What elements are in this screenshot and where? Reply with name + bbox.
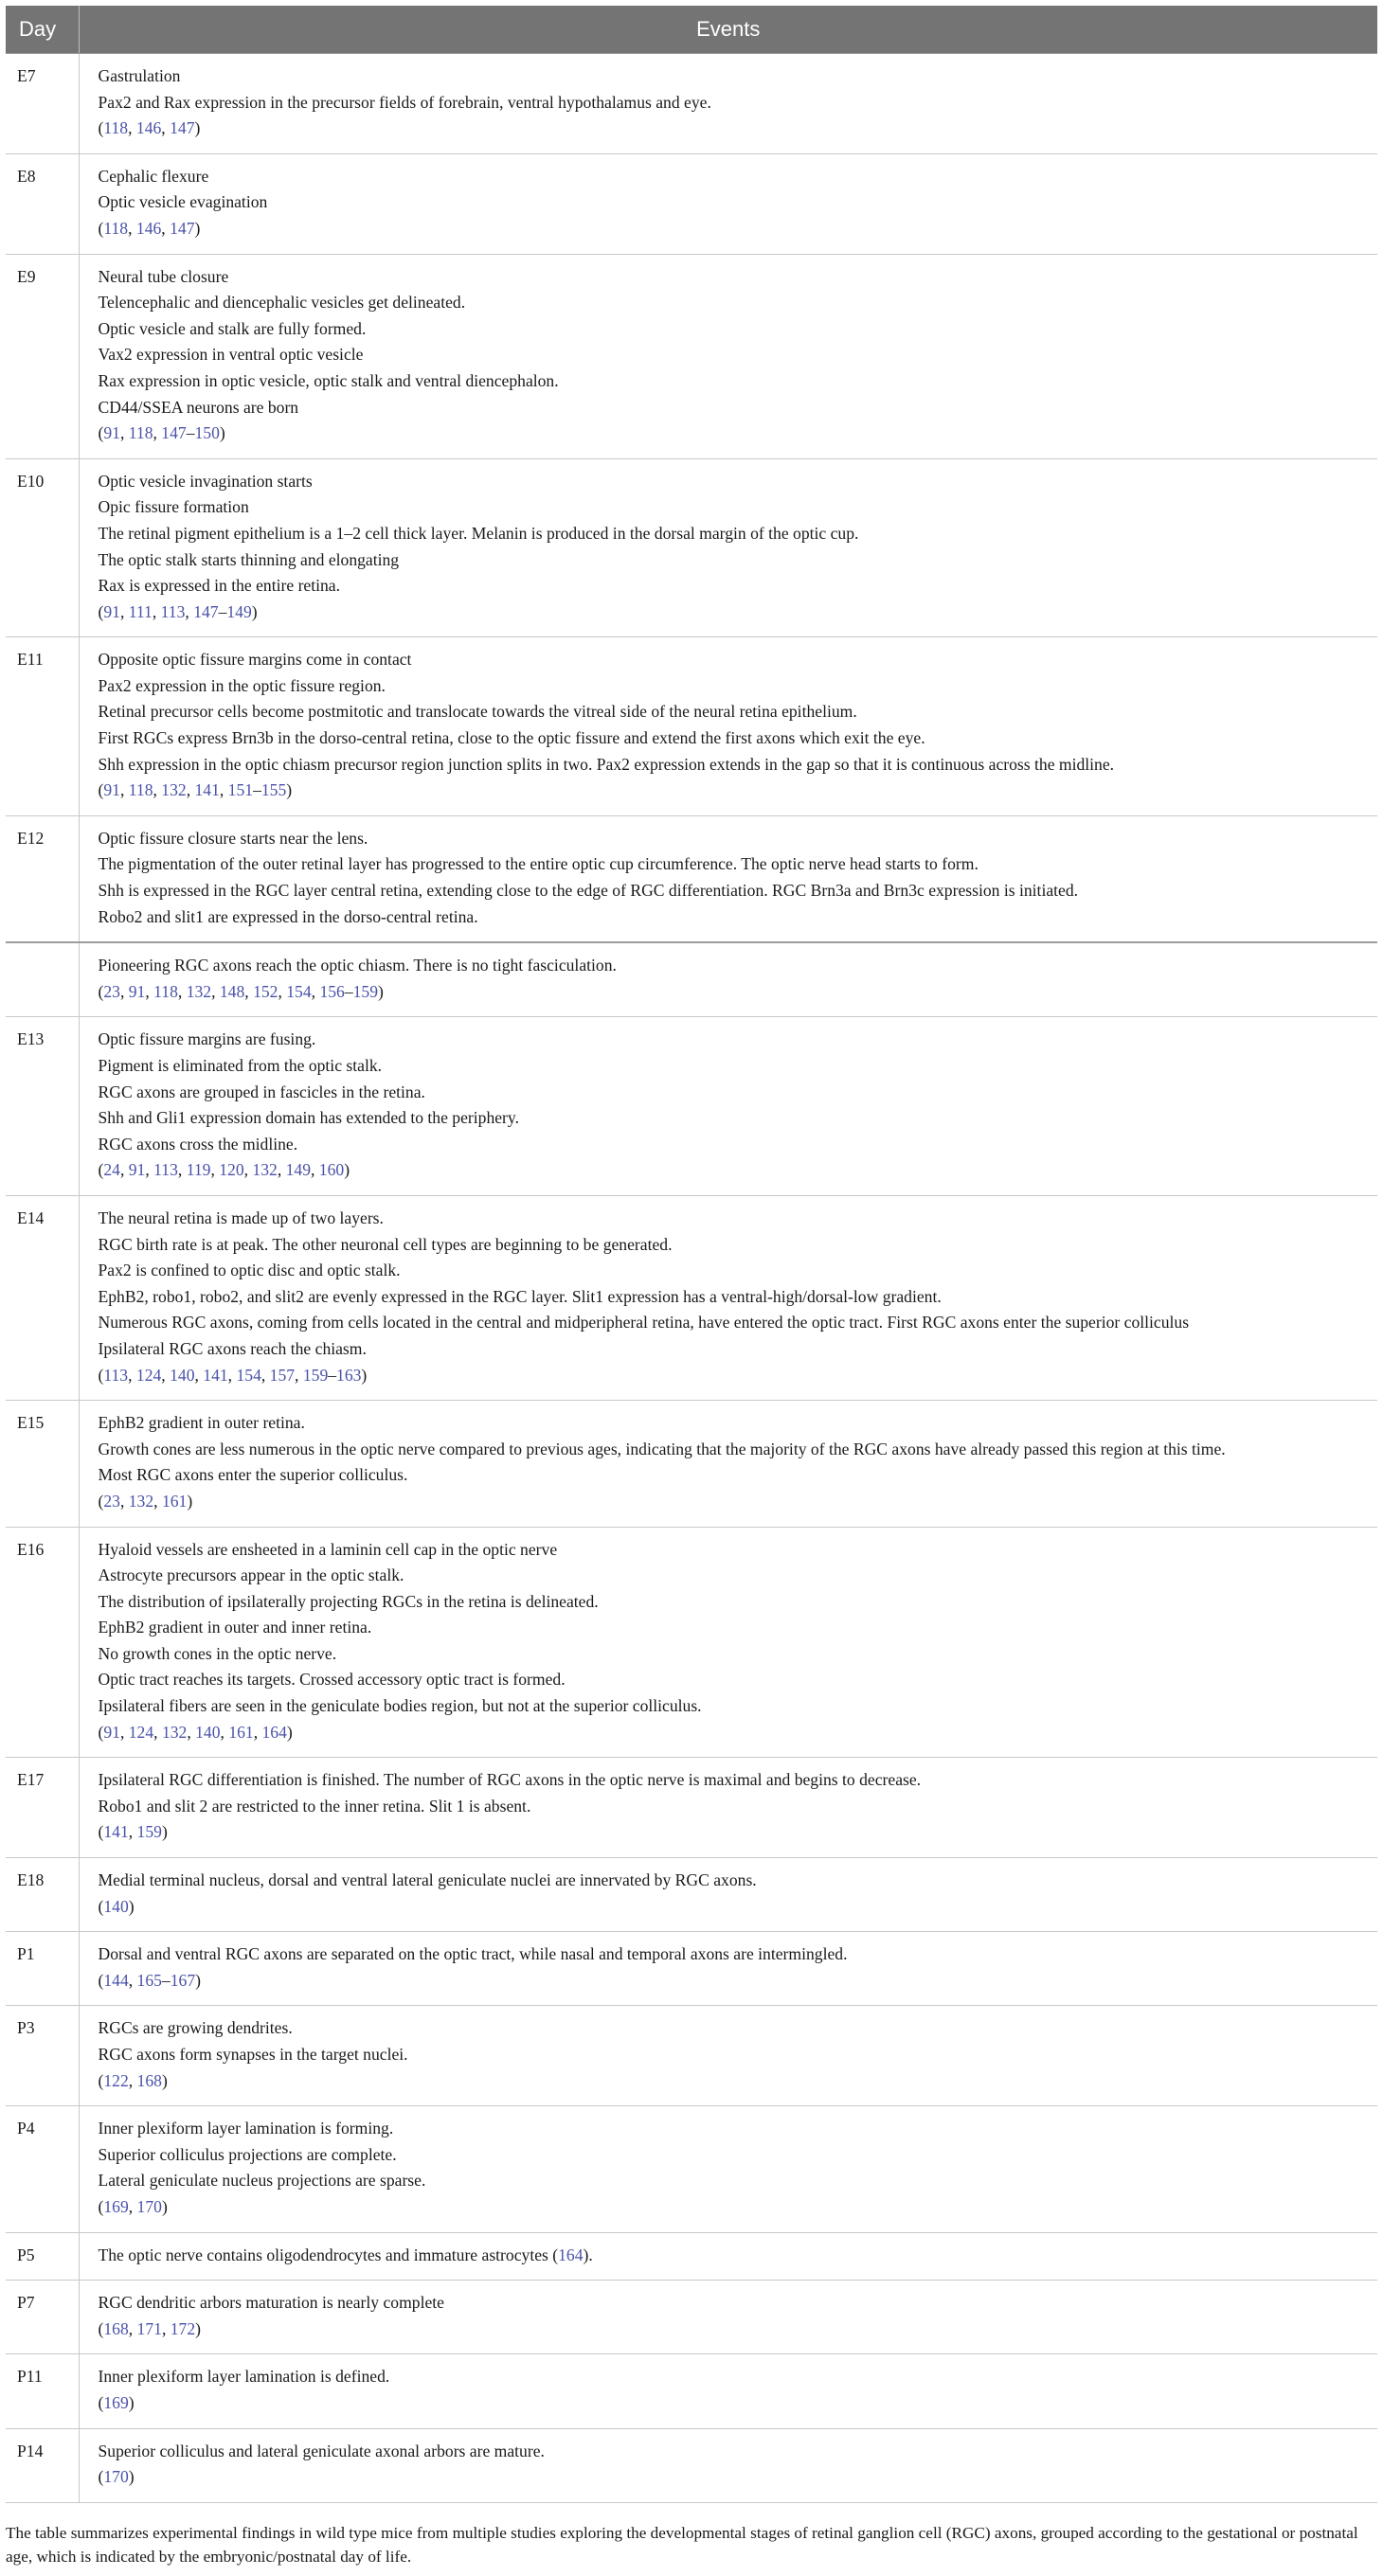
reference-link[interactable]: 150 (194, 423, 220, 443)
reference-link[interactable]: 156 (319, 981, 345, 1001)
table-row (6, 254, 1377, 458)
reference-link[interactable]: 132 (161, 780, 187, 800)
event-line: Astrocyte precursors appear in the optic stalk. (98, 1565, 404, 1585)
column-header-events: Events (79, 6, 1377, 54)
event-line: Optic tract reaches its targets. Crossed accessory optic tract is formed. (98, 1670, 566, 1690)
events-cell (79, 637, 1377, 816)
event-line: RGC axons form synapses in the target nuclei. (98, 2045, 408, 2064)
reference-separator: , (145, 1160, 154, 1180)
reference-separator: , (128, 2196, 137, 2216)
event-line: Telencephalic and diencephalic vesicles get delineated. (98, 293, 466, 313)
event-line: Optic fissure margins are fusing. (98, 1029, 316, 1049)
table-row (6, 1401, 1377, 1527)
table-caption: The table summarizes experimental findings in wild type mice from multiple studies exploring the developmental stages of retinal ganglion cell (RGC) axons, grouped according to the gestational or postnatal age, which is indicated by the embryonic/postnatal day of life. (6, 2524, 1358, 2566)
reference-separator: , (153, 1491, 162, 1511)
reference-separator: , (219, 780, 228, 800)
reference-separator: , (210, 1160, 220, 1180)
reference-separator: , (119, 1722, 129, 1742)
event-line: Numerous RGC axons, coming from cells located in the central and midperipheral retina, have entered the optic tract. First RGC axons enter the superior colliculus (98, 1313, 1190, 1333)
reference-separator: , (187, 1722, 196, 1742)
reference-separator: , (128, 1365, 136, 1385)
events-cell (79, 54, 1377, 154)
events-cell (79, 2281, 1377, 2354)
day-cell: E12 (6, 815, 79, 942)
day-cell: E18 (6, 1858, 79, 1932)
reference-link[interactable]: 167 (170, 1970, 196, 1990)
table-body (6, 54, 1377, 2503)
reference-separator: , (161, 218, 171, 238)
events-cell (79, 458, 1377, 637)
reference-link[interactable]: 157 (269, 1365, 296, 1385)
reference-link[interactable]: 91 (103, 780, 120, 800)
events-cell (79, 1195, 1377, 1400)
day-cell: P5 (6, 2232, 79, 2281)
reference-separator: , (128, 2070, 137, 2090)
event-line: Vax2 expression in ventral optic vesicle (98, 345, 364, 365)
reference-link[interactable]: 170 (136, 2196, 162, 2216)
event-line: Superior colliculus and lateral geniculate axonal arbors are mature. (98, 2441, 545, 2460)
event-line: Dorsal and ventral RGC axons are separated on the optic tract, while nasal and temporal axons are intermingled. (98, 1944, 848, 1964)
reference-separator: , (119, 1160, 129, 1180)
event-line: Shh and Gli1 expression domain has extended to the periphery. (98, 1108, 519, 1128)
event-line: Ipsilateral fibers are seen in the geniculate bodies region, but not at the superior colliculus. (98, 1696, 702, 1716)
reference-link[interactable]: 118 (153, 981, 178, 1001)
reference-list: (170) (98, 2467, 135, 2487)
reference-link[interactable]: 118 (103, 218, 129, 238)
day-cell: P11 (6, 2354, 79, 2428)
reference-link[interactable]: 24 (103, 1160, 120, 1180)
event-line: Robo2 and slit1 are expressed in the dorso-central retina. (98, 906, 478, 926)
reference-separator: , (194, 1365, 204, 1385)
day-cell: P4 (6, 2106, 79, 2232)
reference-separator: – (344, 981, 353, 1001)
event-line: RGC dendritic arbors maturation is nearly complete (98, 2293, 444, 2313)
event-line: The neural retina is made up of two layers. (98, 1208, 384, 1227)
reference-list: (169) (98, 2392, 135, 2412)
reference-separator: , (311, 981, 320, 1001)
reference-list: (144, 165–167) (98, 1970, 201, 1990)
reference-link[interactable]: 151 (227, 780, 254, 800)
reference-link[interactable]: 154 (286, 981, 312, 1001)
reference-list: (113, 124, 140, 141, 154, 157, 159–163) (98, 1365, 368, 1385)
reference-link[interactable]: 122 (103, 2070, 129, 2090)
event-line: Growth cones are less numerous in the optic nerve compared to previous ages, indicating that the majority of the RGC axons have already passed this region at this time. (98, 1439, 1226, 1458)
reference-separator: , (128, 218, 136, 238)
table-row (6, 458, 1377, 637)
reference-link[interactable]: 91 (128, 1160, 146, 1180)
reference-separator: , (186, 780, 195, 800)
day-cell: E14 (6, 1195, 79, 1400)
reference-link[interactable]: 132 (161, 1722, 188, 1742)
reference-link[interactable]: 91 (103, 601, 120, 621)
event-line: Robo1 and slit 2 are restricted to the inner retina. Slit 1 is absent. (98, 1796, 531, 1816)
table-row (6, 1758, 1377, 1858)
reference-separator: , (119, 423, 129, 443)
reference-separator: , (243, 1160, 253, 1180)
reference-link[interactable]: 147 (170, 218, 195, 238)
events-cell (79, 1017, 1377, 1196)
table-row (6, 2006, 1377, 2106)
reference-separator: , (119, 780, 129, 800)
event-line: First RGCs express Brn3b in the dorso-central retina, close to the optic fissure and extend the first axons which exit the eye. (98, 728, 925, 748)
event-line: The distribution of ipsilaterally projecting RGCs in the retina is delineated. (98, 1591, 599, 1611)
reference-link[interactable]: 161 (228, 1722, 254, 1742)
reference-link[interactable]: 113 (103, 1365, 129, 1385)
events-cell (79, 2006, 1377, 2106)
reference-separator: , (153, 423, 162, 443)
event-line: Optic vesicle and stalk are fully formed. (98, 318, 367, 338)
reference-link[interactable]: 132 (252, 1160, 278, 1180)
event-line: EphB2 gradient in outer and inner retina. (98, 1618, 372, 1637)
table-row (6, 1195, 1377, 1400)
event-line: Gastrulation (98, 66, 181, 85)
reference-list: (140) (98, 1896, 135, 1916)
reference-separator: – (253, 780, 261, 800)
reference-list: (23, 91, 118, 132, 148, 152, 154, 156–159) (98, 981, 384, 1001)
event-line: Hyaloid vessels are ensheeted in a laminin cell cap in the optic nerve (98, 1539, 558, 1559)
event-line: Optic fissure closure starts near the lens. (98, 828, 368, 848)
reference-separator: , (177, 1160, 187, 1180)
events-table (6, 6, 1377, 2503)
event-line: Inner plexiform layer lamination is forming. (98, 2119, 394, 2138)
table-row (6, 1017, 1377, 1196)
events-cell (79, 1932, 1377, 2006)
reference-link[interactable]: 164 (261, 1722, 287, 1742)
reference-list: (141, 159) (98, 1822, 168, 1842)
table-row (6, 1932, 1377, 2006)
reference-link[interactable]: 140 (195, 1722, 221, 1742)
event-line: RGC axons are grouped in fascicles in the retina. (98, 1082, 425, 1101)
reference-link[interactable]: 147 (193, 601, 219, 621)
reference-link[interactable]: 163 (336, 1365, 362, 1385)
reference-separator: , (153, 1722, 162, 1742)
reference-link[interactable]: 147 (161, 423, 187, 443)
reference-link[interactable]: 169 (103, 2196, 129, 2216)
table-row (6, 2428, 1377, 2502)
event-line: Opposite optic fissure margins come in contact (98, 650, 412, 670)
event-line: Cephalic flexure (98, 166, 209, 186)
reference-separator: , (152, 601, 161, 621)
events-cell (79, 942, 1377, 1017)
event-line: Inner plexiform layer lamination is defined. (98, 2367, 390, 2387)
reference-link[interactable]: 146 (135, 118, 162, 138)
reference-link[interactable]: 149 (285, 1160, 311, 1180)
reference-separator: – (218, 601, 227, 621)
day-cell: P14 (6, 2428, 79, 2502)
table-row (6, 637, 1377, 816)
reference-separator: , (260, 1365, 270, 1385)
events-cell (79, 2354, 1377, 2428)
reference-link[interactable]: 141 (103, 1822, 129, 1842)
reference-separator: , (161, 118, 171, 138)
table-row (6, 2354, 1377, 2428)
reference-link[interactable]: 141 (203, 1365, 228, 1385)
event-line: Most RGC axons enter the superior colliculus. (98, 1465, 408, 1485)
reference-link[interactable]: 168 (103, 2318, 129, 2338)
reference-link[interactable]: 171 (136, 2318, 162, 2338)
reference-separator: , (145, 981, 154, 1001)
table-row (6, 153, 1377, 254)
reference-separator: , (253, 1722, 262, 1742)
reference-separator: , (311, 1160, 319, 1180)
event-line (99, 2243, 1356, 2269)
reference-link[interactable]: 152 (253, 981, 278, 1001)
reference-link[interactable]: 91 (103, 1722, 120, 1742)
reference-link[interactable]: 113 (160, 601, 186, 621)
reference-link[interactable]: 160 (318, 1160, 345, 1180)
reference-link[interactable]: 113 (153, 1160, 178, 1180)
reference-link[interactable]: 144 (103, 1970, 129, 1990)
reference-link[interactable]: 159 (136, 1822, 162, 1842)
reference-list: (91, 118, 132, 141, 151–155) (98, 780, 293, 800)
day-cell: E13 (6, 1017, 79, 1196)
reference-link[interactable]: 91 (128, 981, 146, 1001)
reference-separator: , (244, 981, 254, 1001)
reference-separator: , (119, 1491, 129, 1511)
event-text: The optic nerve contains oligodendrocytes and immature astrocytes ( (98, 2245, 559, 2264)
reference-separator: , (220, 1722, 229, 1742)
events-cell (79, 1401, 1377, 1527)
reference-link[interactable]: 23 (103, 1491, 120, 1511)
reference-separator: , (153, 780, 162, 800)
reference-list: (169, 170) (98, 2196, 168, 2216)
reference-link[interactable]: 132 (186, 981, 212, 1001)
reference-link[interactable]: 141 (194, 780, 220, 800)
table-row (6, 1858, 1377, 1932)
reference-separator: , (128, 1970, 137, 1990)
event-line: Ipsilateral RGC differentiation is finished. The number of RGC axons in the optic nerve is maximal and begins to decrease. (98, 1770, 922, 1790)
table-row (6, 942, 1377, 1017)
reference-separator: , (119, 981, 129, 1001)
event-line: Medial terminal nucleus, dorsal and ventral lateral geniculate nuclei are innervated by RGC axons. (98, 1870, 757, 1890)
reference-link[interactable]: 172 (170, 2318, 196, 2338)
reference-link[interactable]: 149 (226, 601, 252, 621)
event-line: Neural tube closure (98, 266, 229, 286)
reference-separator: , (119, 601, 129, 621)
reference-list: (118, 146, 147) (98, 118, 201, 138)
table-row (6, 54, 1377, 154)
event-line: EphB2 gradient in outer retina. (98, 1413, 305, 1433)
reference-link[interactable]: 154 (236, 1365, 261, 1385)
reference-link[interactable]: 165 (136, 1970, 162, 1990)
event-line: The retinal pigment epithelium is a 1–2 cell thick layer. Melanin is produced in the dorsal margin of the optic cup. (98, 523, 859, 543)
reference-link[interactable]: 146 (135, 218, 162, 238)
event-line: Rax is expressed in the entire retina. (98, 576, 341, 596)
event-line: RGC axons cross the midline. (98, 1134, 298, 1154)
event-line: RGCs are growing dendrites. (98, 2018, 293, 2038)
events-cell (79, 254, 1377, 458)
event-line: Pax2 expression in the optic fissure region. (98, 675, 386, 695)
table-row (6, 815, 1377, 942)
reference-separator: , (295, 1365, 303, 1385)
reference-link[interactable]: 170 (103, 2467, 129, 2487)
reference-separator: , (161, 1365, 171, 1385)
events-cell (79, 153, 1377, 254)
reference-link[interactable]: 147 (170, 118, 195, 138)
reference-list: (24, 91, 113, 119, 120, 132, 149, 160) (98, 1160, 350, 1180)
reference-separator: , (278, 981, 287, 1001)
event-line: Pioneering RGC axons reach the optic chiasm. There is no tight fasciculation. (98, 956, 617, 975)
reference-separator: , (227, 1365, 237, 1385)
reference-separator: – (161, 1970, 171, 1990)
day-cell: P1 (6, 1932, 79, 2006)
event-line: Superior colliculus projections are complete. (98, 2144, 397, 2164)
day-cell (6, 942, 79, 1017)
reference-link[interactable]: 91 (103, 423, 120, 443)
reference-link[interactable]: 168 (136, 2070, 162, 2090)
events-cell (79, 1527, 1377, 1758)
event-line: Rax expression in optic vesicle, optic stalk and ventral diencephalon. (98, 370, 559, 390)
reference-separator: , (128, 118, 136, 138)
reference-list: (118, 146, 147) (98, 218, 201, 238)
reference-separator: – (186, 423, 195, 443)
reference-list: (168, 171, 172) (98, 2318, 201, 2338)
day-cell: E11 (6, 637, 79, 816)
reference-link[interactable]: 159 (352, 981, 379, 1001)
reference-link[interactable]: 169 (103, 2392, 129, 2412)
event-text: ). (583, 2245, 593, 2264)
reference-link[interactable]: 159 (302, 1365, 329, 1385)
reference-list: (91, 124, 132, 140, 161, 164) (98, 1722, 293, 1742)
reference-link[interactable]: 124 (128, 1722, 154, 1742)
table-row (6, 2281, 1377, 2354)
reference-link[interactable]: 111 (128, 601, 153, 621)
reference-list: (91, 111, 113, 147–149) (98, 601, 258, 621)
reference-link[interactable]: 118 (103, 118, 129, 138)
reference-link[interactable]: 155 (260, 780, 287, 800)
event-line: Pax2 and Rax expression in the precursor fields of forebrain, ventral hypothalamus and eye. (98, 92, 711, 112)
reference-link[interactable]: 119 (186, 1160, 211, 1180)
event-line: No growth cones in the optic nerve. (98, 1643, 337, 1663)
reference-separator: , (277, 1160, 286, 1180)
reference-link[interactable]: 120 (219, 1160, 244, 1180)
events-cell (79, 1758, 1377, 1858)
events-cell (79, 815, 1377, 942)
day-cell: E7 (6, 54, 79, 154)
reference-separator: – (328, 1365, 337, 1385)
event-line: Lateral geniculate nucleus projections are sparse. (98, 2171, 426, 2191)
reference-link[interactable]: 23 (103, 981, 120, 1001)
reference-separator: , (177, 981, 187, 1001)
day-cell: E8 (6, 153, 79, 254)
day-cell: P3 (6, 2006, 79, 2106)
events-cell (79, 2428, 1377, 2502)
event-line: RGC birth rate is at peak. The other neuronal cell types are beginning to be generated. (98, 1234, 673, 1254)
table-header-row (6, 6, 1377, 54)
day-cell: E9 (6, 254, 79, 458)
events-cell (79, 1858, 1377, 1932)
table-row (6, 2232, 1377, 2281)
reference-link[interactable]: 118 (128, 780, 153, 800)
reference-separator: , (211, 981, 220, 1001)
reference-separator: , (185, 601, 194, 621)
events-cell (79, 2106, 1377, 2232)
event-line: The pigmentation of the outer retinal layer has progressed to the entire optic cup circumference. The optic nerve head starts to form. (98, 854, 979, 874)
table-row (6, 1527, 1377, 1758)
event-line: EphB2, robo1, robo2, and slit2 are evenly expressed in the RGC layer. Slit1 expression has a ventral-high/dorsal-low gradient. (98, 1286, 942, 1306)
reference-link[interactable]: 140 (103, 1896, 129, 1916)
event-line: Ipsilateral RGC axons reach the chiasm. (98, 1338, 367, 1358)
reference-link[interactable]: 148 (219, 981, 245, 1001)
event-line: The optic stalk starts thinning and elongating (98, 549, 400, 569)
reference-link[interactable]: 118 (128, 423, 153, 443)
events-cell (79, 2232, 1377, 2281)
event-line: Optic vesicle invagination starts (98, 471, 313, 491)
event-line: Pax2 is confined to optic disc and optic stalk. (98, 1261, 401, 1280)
reference-separator: , (128, 2318, 137, 2338)
day-cell: E15 (6, 1401, 79, 1527)
reference-link[interactable]: 164 (558, 2245, 584, 2264)
reference-link[interactable]: 161 (161, 1491, 188, 1511)
reference-separator: , (128, 1822, 137, 1842)
event-line: Shh expression in the optic chiasm precursor region junction splits in two. Pax2 expression extends in the gap so that it is continuous across the midline. (98, 754, 1115, 774)
reference-list: (23, 132, 161) (98, 1491, 193, 1511)
event-line: Pigment is eliminated from the optic stalk. (98, 1056, 383, 1075)
event-line: Shh is expressed in the RGC layer central retina, extending close to the edge of RGC differentiation. RGC Brn3a and Brn3c expression is initiated. (98, 881, 1079, 901)
event-line: CD44/SSEA neurons are born (98, 397, 299, 417)
event-line: Opic fissure formation (98, 497, 249, 517)
day-cell: E10 (6, 458, 79, 637)
event-line: Optic vesicle evagination (98, 192, 268, 212)
day-cell: E16 (6, 1527, 79, 1758)
reference-separator: , (161, 2318, 171, 2338)
reference-link[interactable]: 124 (135, 1365, 162, 1385)
table-row (6, 2106, 1377, 2232)
reference-link[interactable]: 140 (170, 1365, 195, 1385)
reference-list: (122, 168) (98, 2070, 168, 2090)
column-header-day: Day (6, 6, 79, 54)
reference-link[interactable]: 132 (128, 1491, 154, 1511)
day-cell: P7 (6, 2281, 79, 2354)
day-cell: E17 (6, 1758, 79, 1858)
event-line: Retinal precursor cells become postmitotic and translocate towards the vitreal side of the neural retina epithelium. (98, 702, 857, 722)
reference-list: (91, 118, 147–150) (98, 423, 225, 443)
